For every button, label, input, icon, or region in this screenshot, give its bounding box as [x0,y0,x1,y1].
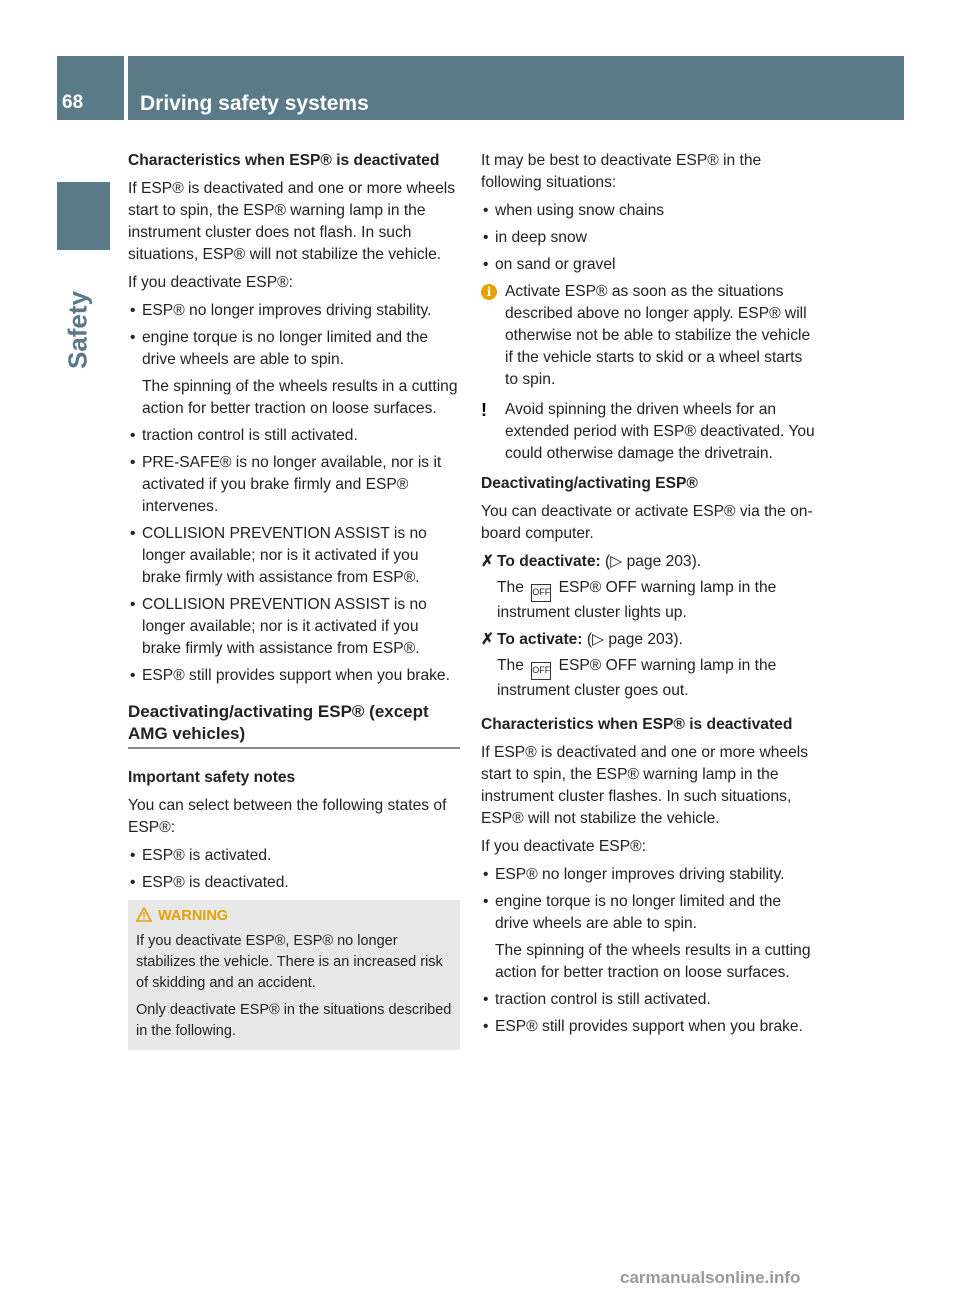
list-item: • engine torque is no longer limited and the drive wheels are able to spin. [128,327,460,371]
info-note [481,281,817,391]
step-activate-result [481,655,817,702]
result-text: ESP® OFF warning lamp in the instrument cluster lights up. [497,579,777,621]
page-number: 68 [62,92,84,113]
arrow-icon: ✗ [481,553,495,570]
heading-safety-notes: Important safety notes [128,769,296,786]
result-text: ESP® OFF warning lamp in the instrument cluster goes out. [497,657,777,699]
paragraph-if-deactivate: If you deactivate ESP®: [481,838,646,855]
right-column [481,150,817,1043]
warning-title-text: WARNING [158,908,229,924]
left-column [128,150,460,1050]
list-item: • on sand or gravel [481,254,817,276]
list-item: • engine torque is no longer limited and the drive wheels are able to spin. [481,891,817,935]
page-title: Driving safety systems [140,92,369,115]
step-deactivate [481,551,817,573]
sub-paragraph: The spinning of the wheels results in a cutting action for better traction on loose surfaces. [495,942,811,981]
list-item: • ESP® still provides support when you brake. [128,665,460,687]
list-item: • when using snow chains [481,200,817,222]
paragraph-characteristics: If ESP® is deactivated and one or more wheels start to spin, the ESP® warning lamp in the instrument cluster flashes. In such situations, ESP® will not stabilize the vehicle. [481,744,809,827]
list-item: • PRE-SAFE® is no longer available, nor is it activated if you brake firmly and ESP® intervenes. [128,452,460,518]
paragraph-on-board-computer: You can deactivate or activate ESP® via the on-board computer. [481,503,813,542]
list-item: • ESP® no longer improves driving stability. [128,300,460,322]
section-heading: Deactivating/activating ESP® (except AMG vehicles) [128,701,460,749]
paragraph-if-deactivate: If you deactivate ESP®: [128,274,293,291]
paragraph-best-deactivate: It may be best to deactivate ESP® in the following situations: [481,152,762,191]
result-prefix: The [497,657,524,674]
page-reference: (▷ page 203). [605,553,702,570]
result-prefix: The [497,579,524,596]
list-item: • ESP® is deactivated. [128,872,460,894]
warning-paragraph-2: Only deactivate ESP® in the situations described in the following. [136,1002,452,1039]
list-item: • traction control is still activated. [481,989,817,1011]
paragraph-deactivated: If ESP® is deactivated and one or more wheels start to spin, the ESP® warning lamp in the instrument cluster does not flash. In such situations, ESP® will not stabilize the vehicle. [128,180,456,263]
heading-deactivated: Characteristics when ESP® is deactivated [128,152,440,169]
arrow-icon: ✗ [481,631,495,648]
list-item: • ESP® still provides support when you brake. [481,1016,817,1038]
side-tab-label: Safety [62,290,93,370]
list-item: • COLLISION PREVENTION ASSIST is no longer available; nor is it activated if you brake firmly with assistance from ESP®. [128,594,460,660]
esp-off-lamp-icon: OFF [531,662,551,680]
heading-characteristics: Characteristics when ESP® is deactivated [481,716,793,733]
list-item: • in deep snow [481,227,817,249]
paragraph-select-states: You can select between the following states of ESP®: [128,797,447,836]
list-item: • ESP® no longer improves driving stability. [481,864,817,886]
list-item: • COLLISION PREVENTION ASSIST is no longer available; nor is it activated if you brake firmly with assistance from ESP®. [128,523,460,589]
list-item: • traction control is still activated. [128,425,460,447]
step-deactivate-result [481,577,817,624]
warning-triangle-icon [136,907,152,922]
exclamation-icon: ! [481,400,487,420]
list-item: • ESP® is activated. [128,845,460,867]
side-tab-block [57,182,110,250]
step-activate [481,629,817,651]
heading-deactivating-activating: Deactivating/activating ESP® [481,475,698,492]
page-reference: (▷ page 203). [586,631,683,648]
warning-title [136,906,452,927]
info-icon: i [481,284,497,300]
esp-off-lamp-icon: OFF [531,584,551,602]
caution-note-text: Avoid spinning the driven wheels for an extended period with ESP® deactivated. You could otherwise damage the drivetrain. [505,401,815,462]
sub-paragraph: The spinning of the wheels results in a cutting action for better traction on loose surfaces. [142,378,458,417]
caution-note [481,399,817,465]
warning-box [128,900,460,1050]
watermark: carmanualsonline.info [620,1268,801,1287]
step-activate-label: To activate: [497,631,583,648]
warning-paragraph-1: If you deactivate ESP®, ESP® no longer stabilizes the vehicle. There is an increased risk of skidding and an accident. [136,933,443,991]
step-deactivate-label: To deactivate: [497,553,601,570]
info-note-text: Activate ESP® as soon as the situations described above no longer apply. ESP® will otherwise not be able to stabilize the vehicle if the vehicle starts to skid or a wheel starts to spin. [505,283,811,388]
